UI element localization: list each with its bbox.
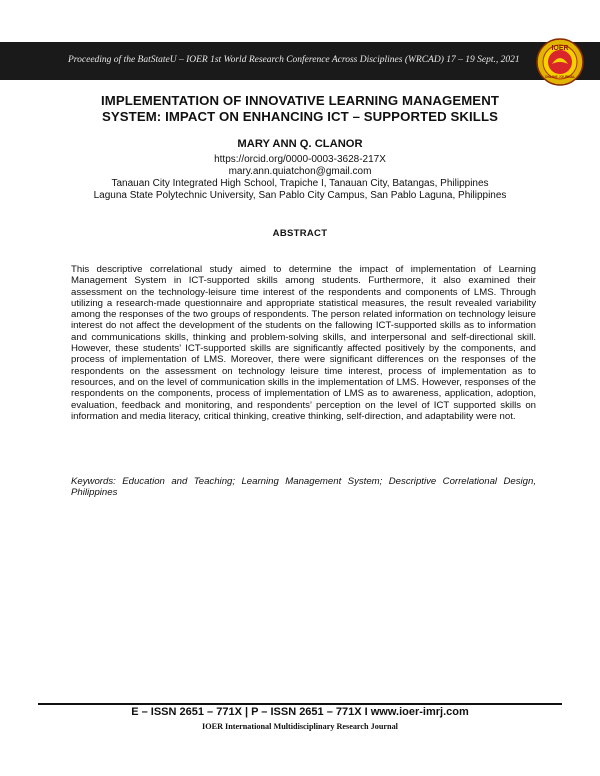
abstract-body: This descriptive correlational study aimed to determine the impact of implementation of Learning Management System in ICT-supported skills among students. Furthermore, it also examined their assessment on the technology-leisure time interest of the respondents and components of LMS. Through utilizing a research-made questionnaire and appropriate statistical measures, the result revealed variability among the responses of the two groups of respondents. The person related information on technology leisure interest do not affect the development of the students on the fallowing ICT-supported skills as to information and communications skills, thinking and problem-solving skills, and interpersonal and self-directional skill. However, these students’ ICT-supported skills are significantly affected positively by the components, and process of implementation of LMS. Moreover, there were significant differences on the responses of the respondents on the assessment on technology leisure time interest, process of implementation as to resources, and on the level of communication skills in the implementation of LMS. However, responses of the respondents on the components, process of implementation of LMS as to awareness, application, adoption, evaluation, feedback and monitoring, and respondents’ perception on the level of ICT supported skills on information and media literacy, critical thinking, creative thinking, self-direction, and adaptability were not.: [71, 264, 536, 422]
author-orcid[interactable]: https://orcid.org/0000-0003-3628-217X: [214, 154, 386, 165]
paper-title: [60, 93, 540, 125]
footer-divider: [38, 703, 562, 705]
ioer-seal-logo: [536, 38, 584, 86]
seal-top-text: IOER: [551, 45, 569, 52]
abstract-heading: ABSTRACT: [272, 228, 328, 239]
affiliation-2: Laguna State Polytechnic University, San Pablo City Campus, San Pablo Laguna, Philippines: [93, 190, 507, 201]
seal-bottom-text: ONLINE JOURNAL: [544, 75, 576, 79]
author-email[interactable]: mary.ann.quiatchon@gmail.com: [228, 166, 372, 177]
affiliation-1: Tanauan City Integrated High School, Trapiche I, Tanauan City, Batangas, Philippines: [111, 178, 489, 189]
keywords: Keywords: Education and Teaching; Learning Management System; Descriptive Correlational Design, Philippines: [71, 476, 536, 499]
running-head: Proceeding of the BatStateU – IOER 1st World Research Conference Across Disciplines (WRCAD) 17 – 19 Sept., 2021: [68, 55, 520, 65]
footer-issn: E – ISSN 2651 – 771X | P – ISSN 2651 – 771X I www.ioer-imrj.com: [131, 706, 469, 718]
running-header-bar: [0, 42, 600, 80]
footer-journal-name: IOER International Multidisciplinary Research Journal: [202, 722, 398, 731]
title-line-2: SYSTEM: IMPACT ON ENHANCING ICT – SUPPORTED SKILLS: [101, 109, 498, 124]
title-line-1: IMPLEMENTATION OF INNOVATIVE LEARNING MANAGEMENT: [101, 93, 499, 108]
author-name: MARY ANN Q. CLANOR: [237, 138, 363, 150]
